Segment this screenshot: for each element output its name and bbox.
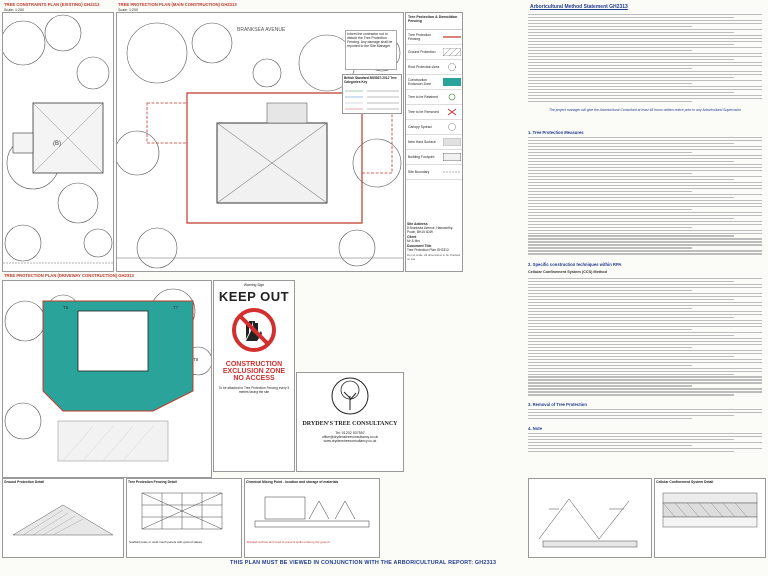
legend-row-rpa: Root Protection Area bbox=[406, 60, 462, 75]
existing-plan-drawing bbox=[3, 13, 113, 271]
existing-plan-scale: Scale: 1:200 bbox=[4, 8, 24, 12]
legend-title: Tree Protection & Demolition Fencing bbox=[406, 13, 462, 30]
section-3-text bbox=[528, 409, 762, 421]
company-name: DRYDEN'S TREE CONSULTANCY bbox=[302, 421, 398, 427]
fencing-detail-note: Scaffold poles or weld mesh panels with ground stakes bbox=[129, 540, 202, 544]
company-logo-block bbox=[296, 372, 404, 472]
driveway-plan-panel bbox=[2, 280, 212, 478]
legend-row-removed: Tree to be Removed bbox=[406, 105, 462, 120]
bs-table-title: British Standard BS5837:2012 Tree Categories Key bbox=[344, 76, 397, 84]
company-logo-tree-icon bbox=[330, 376, 370, 416]
cez-line-2: EXCLUSION ZONE bbox=[222, 368, 286, 375]
legend-panel bbox=[405, 12, 463, 272]
drawing-note: Do not scale. All dimensions to be checked on site. bbox=[407, 253, 461, 261]
road-label: BRANKSEA AVENUE bbox=[237, 27, 286, 33]
section-2-heading: 2. Specific construction techniques within RPA bbox=[528, 262, 622, 267]
ground-detail-title: Ground Protection Detail bbox=[4, 480, 45, 484]
client-value: Mr & Mrs bbox=[407, 239, 420, 243]
warning-sign-caption-top: Warning Sign bbox=[243, 283, 265, 287]
section-1-text bbox=[528, 137, 762, 256]
detail-drawings bbox=[2, 478, 522, 556]
section-4-heading: 4. Note bbox=[528, 426, 542, 431]
existing-plan-title: TREE CONSTRAINTS PLAN (EXISTING) GH2313 bbox=[4, 2, 100, 7]
legend-row-building: Building Footprint bbox=[406, 150, 462, 165]
company-web: www.drydenstreeconsultancy.co.uk bbox=[323, 439, 377, 443]
address-value: 8 Branksea Avenue, Hamworthy, Poole, BH15 4DW bbox=[407, 226, 454, 234]
legend-row-hard: New Hard Surface bbox=[406, 135, 462, 150]
tree-label-t5: T5 bbox=[63, 305, 69, 310]
existing-plan-panel bbox=[2, 12, 114, 272]
fencing-detail-title: Tree Protection Fencing Detail bbox=[128, 480, 177, 484]
section-2-text bbox=[528, 278, 762, 397]
warning-sign-panel bbox=[213, 280, 295, 472]
cez-line-1: CONSTRUCTION bbox=[225, 361, 283, 368]
statement-emphasis: The project manager will give the Arboricultural Consultant at least 48 hours written notice prior to any Arboricultural Supervision bbox=[549, 108, 741, 112]
legend-row-retained: Tree to be Retained bbox=[406, 90, 462, 105]
legend-row-boundary: Site Boundary bbox=[406, 165, 462, 180]
warning-sign-caption: To be attached to Tree Protection Fencing every 5 metres facing the site bbox=[218, 386, 290, 394]
ground-protection-detail bbox=[2, 478, 124, 558]
mixing-detail-note: Bunded surface and lined to prevent spills entering the ground bbox=[247, 540, 330, 544]
tree-label-t7: T7 bbox=[173, 305, 179, 310]
section-3-heading: 3. Removal of Tree Protection bbox=[528, 402, 587, 407]
company-email: office@drydenstreeconsultancy.co.uk bbox=[321, 435, 379, 439]
cellular-detail-title: Cellular Confinement System Detail bbox=[656, 480, 714, 484]
root-pruning-drawing bbox=[529, 479, 651, 557]
doc-title-label: Document Title bbox=[407, 244, 432, 248]
plot-label: (B) bbox=[53, 141, 61, 147]
address-label: Site Address bbox=[407, 222, 428, 226]
driveway-plan-drawing bbox=[3, 281, 211, 477]
legend-row-fencing: Tree Protection Fencing bbox=[406, 30, 462, 45]
client-label: Client bbox=[407, 235, 417, 239]
mixing-point-detail bbox=[244, 478, 380, 558]
legend-row-cez: Construction Exclusion Zone bbox=[406, 75, 462, 90]
keep-out-headline: KEEP OUT bbox=[218, 289, 290, 304]
footer-notice: THIS PLAN MUST BE VIEWED IN CONJUNCTION WITH THE ARBORICULTURAL REPORT: GH2313 bbox=[230, 560, 497, 566]
legend-row-ground: Ground Protection bbox=[406, 45, 462, 60]
section-1-heading: 1. Tree Protection Measures bbox=[528, 130, 584, 135]
driveway-plan-title: TREE PROTECTION PLAN (DRIVEWAY CONSTRUCTION) GH2313 bbox=[4, 273, 134, 278]
root-pruning-detail bbox=[528, 478, 652, 558]
statement-intro-text bbox=[528, 14, 762, 104]
doc-title-value: Tree Protection Plan GH2313 bbox=[407, 248, 449, 252]
bs-table-swatches bbox=[343, 85, 401, 115]
legend-row-canopy: Canopy Spread bbox=[406, 120, 462, 135]
title-block bbox=[406, 221, 462, 262]
cellular-detail bbox=[654, 478, 766, 558]
fencing-detail bbox=[126, 478, 242, 558]
tree-label-t8: T8 bbox=[193, 357, 199, 362]
cez-line-3: NO ACCESS bbox=[233, 375, 275, 382]
main-plan-scale: Scale: 1:200 bbox=[118, 8, 138, 12]
statement-title: Arboricultural Method Statement GH2313 bbox=[530, 4, 628, 10]
section-4-text bbox=[528, 433, 762, 454]
no-entry-hand-icon bbox=[231, 307, 277, 353]
main-plan-note: Inform the contractor not to disturb the Tree Protection Fencing. Any damage shall be reported to the Site Manager bbox=[345, 30, 397, 70]
mixing-detail-title: Chemical Mixing Point - location and storage of materials bbox=[246, 480, 339, 484]
company-tel: Tel: 01202 537557 bbox=[335, 431, 365, 435]
main-plan-title: TREE PROTECTION PLAN (MAIN CONSTRUCTION) GH2313 bbox=[118, 2, 237, 7]
cellular-heading: Cellular Confinement System (CCS) Method bbox=[528, 270, 607, 274]
bs-category-table bbox=[342, 74, 402, 114]
